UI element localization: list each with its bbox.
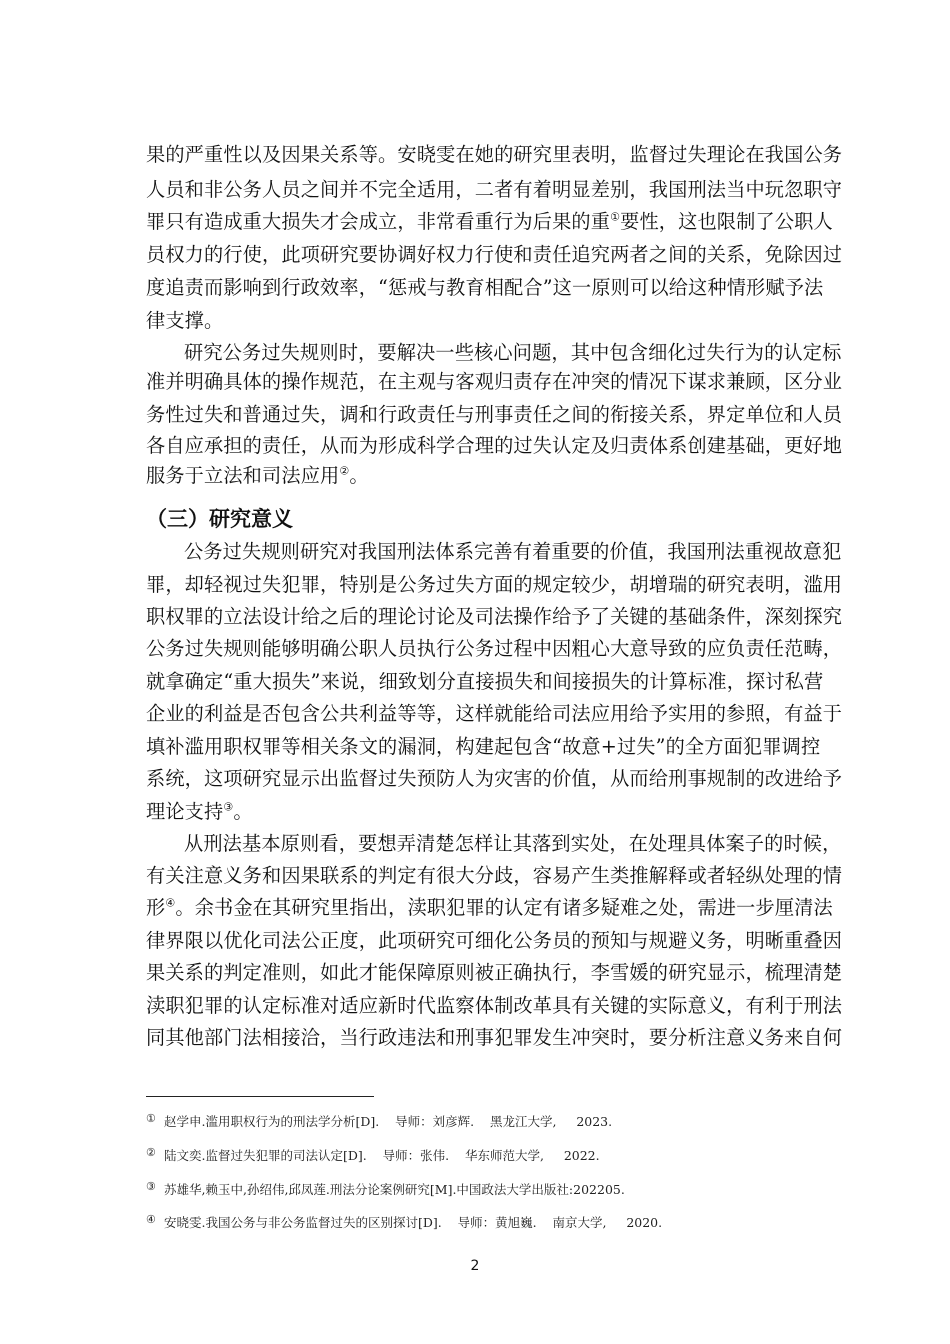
footnote-text: 陆文奕.监督过失犯罪的司法认定[D]. 导师：张伟. 华东师范大学, 2022.: [164, 1148, 600, 1163]
footnote: [146, 1112, 612, 1130]
footnote: [146, 1180, 625, 1198]
page-number: 2: [470, 1258, 480, 1274]
footnote-mark: ③: [146, 1180, 156, 1193]
line-text: 形: [146, 896, 166, 919]
paragraph-line: 律界限以优化司法公正度，此项研究可细化公务员的预知与规避义务，明晰重叠因: [146, 929, 843, 952]
footnote-separator: [146, 1096, 374, 1097]
line-text: 同其他部门法相接洽，当行政违法和刑事犯罪发生冲突时，要分析注意义务来自何: [146, 1026, 843, 1049]
footnote-text: 安晓雯.我国公务与非公务监督过失的区别探讨[D]. 导师：黄旭巍. 南京大学, 2020.: [164, 1215, 663, 1230]
line-text: 服务于立法和司法应用: [146, 464, 340, 487]
paragraph-line: [146, 1026, 843, 1049]
paragraph-line: [146, 466, 836, 486]
line-text: 要性，这也限制了公职人: [620, 210, 833, 233]
paragraph-line: 果的严重性以及因果关系等。安晓雯在她的研究里表明，监督过失理论在我国公务: [146, 143, 843, 166]
paragraph-line: 准并明确具体的操作规范，在主观与客观归责存在冲突的情况下谋求兼顾，区分业: [146, 370, 843, 393]
footnote-ref[interactable]: ③: [223, 800, 234, 814]
footnote-text: 赵学申.滥用职权行为的刑法学分析[D]. 导师：刘彦辉. 黑龙江大学, 2023.: [164, 1114, 613, 1129]
paragraph-line: [146, 898, 836, 918]
paragraph-line: 有关注意义务和因果联系的判定有很大分歧，容易产生类推解释或者轻纵处理的情: [146, 864, 843, 887]
paragraph-line: 律支撑。: [146, 309, 224, 332]
section-heading: （三）研究意义: [146, 507, 293, 531]
paragraph-line: 各自应承担的责任，从而为形成科学合理的过失认定及归责体系创建基础，更好地: [146, 434, 843, 457]
paragraph-line: 公务过失规则能够明确公职人员执行公务过程中因粗心大意导致的应负责任范畴，: [146, 637, 843, 660]
footnote-mark: ④: [146, 1213, 156, 1226]
paragraph-line: [146, 212, 836, 232]
paragraph-line: 务性过失和普通过失，调和行政责任与刑事责任之间的衔接关系，界定单位和人员: [146, 403, 843, 426]
paragraph-line: 果关系的判定准则，如此才能保障原则被正确执行，李雪媛的研究显示，梳理清楚: [146, 961, 843, 984]
line-text: 罪只有造成重大损失才会成立，非常看重行为后果的重: [146, 210, 611, 233]
footnote-ref[interactable]: ④: [165, 896, 176, 910]
footnote: [146, 1213, 662, 1231]
footnote-mark: ②: [146, 1146, 156, 1159]
footnote-text: 苏雄华,赖玉中,孙绍伟,邱凤莲.刑法分论案例研究[M].中国政法大学出版社:202205.: [164, 1182, 625, 1197]
footnote-ref[interactable]: ②: [339, 464, 350, 478]
paragraph-line: 就拿确定“重大损失”来说，细致划分直接损失和间接损失的计算标准，探讨私营: [146, 670, 824, 693]
paragraph-line: 公务过失规则研究对我国刑法体系完善有着重要的价值，我国刑法重视故意犯: [184, 540, 842, 563]
line-text: 渎职犯罪的认定标准对适应新时代监察体制改革具有关键的实际意义，有利于刑法: [146, 994, 843, 1017]
paragraph-line: 员权力的行使，此项研究要协调好权力行使和责任追究两者之间的关系，免除因过: [146, 243, 843, 266]
line-text: 理论支持: [146, 800, 224, 823]
footnote-ref[interactable]: ①: [610, 210, 621, 224]
paragraph-line: 职权罪的立法设计给之后的理论讨论及司法操作给予了关键的基础条件，深刻探究: [146, 605, 843, 628]
line-text: 。: [233, 800, 253, 823]
paragraph-line: 研究公务过失规则时，要解决一些核心问题，其中包含细化过失行为的认定标: [184, 341, 842, 364]
paragraph-line: 系统，这项研究显示出监督过失预防人为灾害的价值，从而给刑事规制的改进给予: [146, 767, 843, 790]
paragraph-line: [146, 994, 843, 1017]
paragraph-line: 罪，却轻视过失犯罪，特别是公务过失方面的规定较少，胡增瑞的研究表明，滥用: [146, 573, 843, 596]
footnote-mark: ①: [146, 1112, 156, 1125]
paragraph-line: 从刑法基本原则看，要想弄清楚怎样让其落到实处，在处理具体案子的时候，: [184, 832, 842, 855]
paragraph-line: 人员和非公务人员之间并不完全适用，二者有着明显差别，我国刑法当中玩忽职守: [146, 178, 843, 201]
line-text: 。余书金在其研究里指出，渎职犯罪的认定有诸多疑难之处，需进一步厘清法: [175, 896, 833, 919]
paragraph-line: 企业的利益是否包含公共利益等等，这样就能给司法应用给予实用的参照，有益于: [146, 702, 843, 725]
line-text: 。: [349, 464, 369, 487]
paragraph-line: 填补滥用职权罪等相关条文的漏洞，构建起包含“故意+过失”的全方面犯罪调控: [146, 735, 821, 758]
footnote: [146, 1146, 600, 1164]
paragraph-line: [146, 802, 836, 822]
paragraph-line: 度追责而影响到行政效率，“惩戒与教育相配合”这一原则可以给这种情形赋予法: [146, 276, 824, 299]
